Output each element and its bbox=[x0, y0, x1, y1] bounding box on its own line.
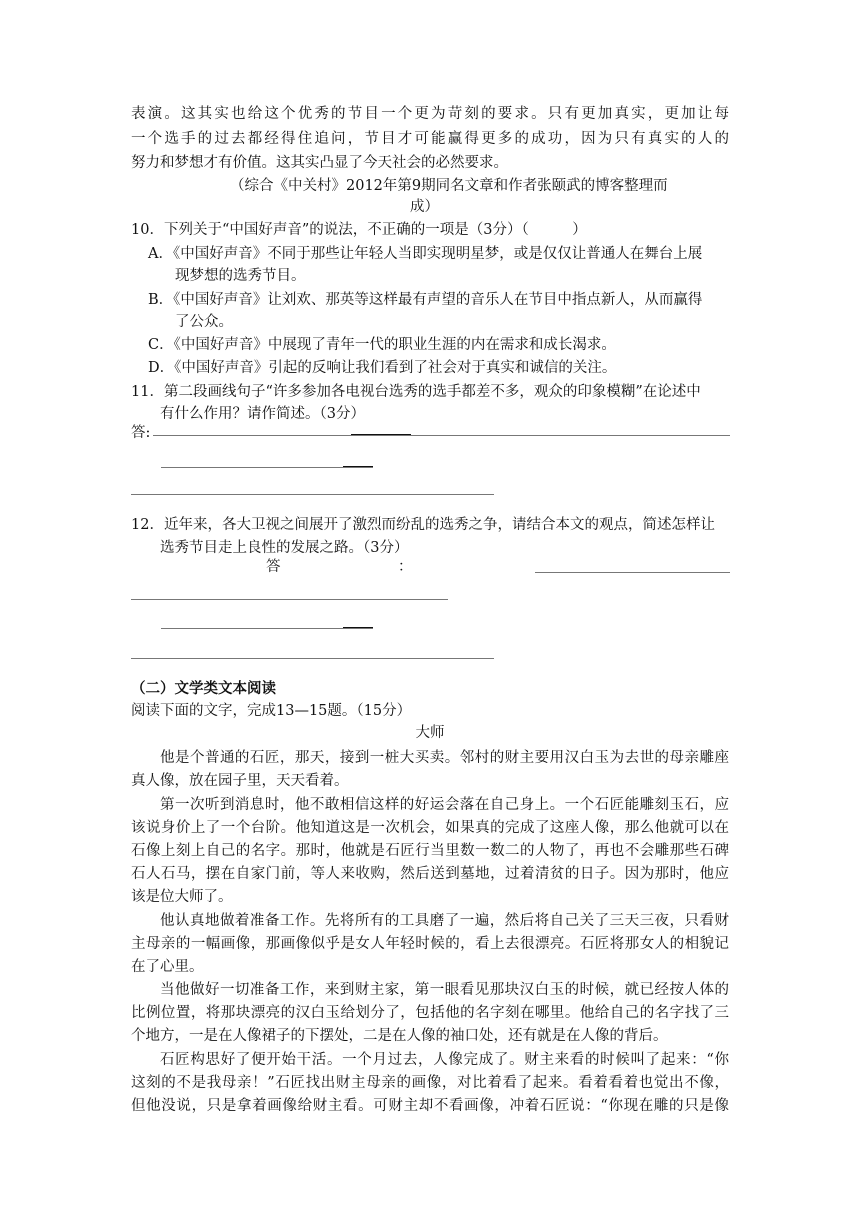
option-a: A．《中国好声音》不同于那些让年轻人当即实现明星梦，或是仅仅让普通人在舞台上展 bbox=[148, 246, 703, 262]
option-b: B．《中国好声音》让刘欢、那英等这样最有声望的音乐人在节目中指点新人，从而赢得 bbox=[148, 292, 703, 308]
source-citation: （综合《中关村》2012年第9期同名文章和作者张颐武的博客整理而 bbox=[230, 178, 668, 194]
story-line: 但他没说，只是拿着画像给财主看。可财主却不看画像，冲着石匠说：“你现在雕的只是像 bbox=[131, 1098, 729, 1114]
story-line: 个地方，一是在人像裙子的下摆处，二是在人像的袖口处，还有就是在人像的背后。 bbox=[131, 1028, 668, 1044]
section-instruction: 阅读下面的文字，完成13—15题。（15分） bbox=[131, 703, 412, 719]
passage-line: 表演。这其实也给这个优秀的节目一个更为苛刻的要求。只有更加真实，更加让每 bbox=[131, 106, 729, 122]
passage-line: 一个选手的过去都经得住追问，节目才可能赢得更多的成功，因为只有真实的人的 bbox=[131, 131, 729, 147]
story-line: 该是位大师了。 bbox=[131, 889, 233, 905]
section-heading: （二）文学类文本阅读 bbox=[131, 681, 276, 697]
story-title: 大师 bbox=[415, 725, 445, 741]
option-b-cont: 了公众。 bbox=[175, 314, 233, 330]
question-11-stem-cont: 有什么作用？请作简述。（3分） bbox=[160, 406, 365, 422]
answer-line[interactable] bbox=[535, 572, 730, 573]
option-d: D．《中国好声音》引起的反响让我们看到了社会对于真实和诚信的关注。 bbox=[148, 360, 617, 376]
answer-line-mark bbox=[343, 466, 373, 467]
answer-line[interactable] bbox=[131, 494, 494, 495]
story-line: 比例位置，将那块漂亮的汉白玉给划分了，包括他的名字刻在哪里。他给自己的名字找了三 bbox=[131, 1005, 729, 1021]
answer-line-mark bbox=[343, 627, 373, 628]
story-line: 他是个普通的石匠，那天，接到一桩大买卖。邻村的财主要用汉白玉为去世的母亲雕座 bbox=[160, 750, 729, 766]
story-line: 这刻的不是我母亲！”石匠找出财主母亲的画像，对比着看了起来。看着看着也觉出不像， bbox=[131, 1075, 729, 1091]
answer-line[interactable] bbox=[131, 599, 448, 600]
question-10-stem: 10．下列关于“中国好声音”的说法，不正确的一项是（3分）（ ） bbox=[131, 222, 587, 238]
story-line: 石人石马，摆在自家门前，等人来收购，然后送到墓地，过着清贫的日子。因为那时，他应 bbox=[131, 866, 729, 882]
story-line: 真人像，放在园子里，天天看着。 bbox=[131, 773, 349, 789]
answer-line-mark bbox=[351, 434, 411, 435]
story-line: 主母亲的一幅画像，那画像似乎是女人年轻时候的，看上去很漂亮。石匠将那女人的相貌记 bbox=[131, 936, 729, 952]
question-12-stem-cont: 选秀节目走上良性的发展之路。（3分） bbox=[160, 540, 409, 556]
option-c: C．《中国好声音》中展现了青年一代的职业生涯的内在需求和成长渴求。 bbox=[148, 337, 616, 353]
story-line: 第一次听到消息时，他不敢相信这样的好运会落在自己身上。一个石匠能雕刻玉石，应 bbox=[160, 797, 729, 813]
story-line: 他认真地做着准备工作。先将所有的工具磨了一遍，然后将自己关了三天三夜，只看财 bbox=[160, 913, 729, 929]
question-11-stem: 11．第二段画线句子“许多参加各电视台选秀的选手都差不多，观众的印象模糊”在论述中 bbox=[131, 384, 701, 400]
answer-line[interactable] bbox=[131, 658, 494, 659]
answer-line[interactable] bbox=[161, 467, 373, 468]
story-line: 石像上刻上自己的名字。那时，他就是石匠行当里数一数二的人物了，再也不会雕那些石碑 bbox=[131, 843, 729, 859]
answer-label: 答 bbox=[266, 559, 281, 575]
story-line: 当他做好一切准备工作，来到财主家，第一眼看见那块汉白玉的时候，就已经按人体的 bbox=[160, 982, 729, 998]
story-line: 该说身价上了一个台阶。他知道这是一次机会，如果真的完成了这座人像，那么他就可以在 bbox=[131, 820, 729, 836]
answer-line[interactable] bbox=[161, 628, 373, 629]
source-citation-end: 成） bbox=[410, 199, 439, 215]
story-line: 石匠构思好了便开始干活。一个月过去，人像完成了。财主来看的时候叫了起来：“你 bbox=[160, 1052, 729, 1068]
option-a-cont: 现梦想的选秀节目。 bbox=[175, 268, 306, 284]
answer-line[interactable] bbox=[153, 435, 730, 436]
question-12-stem: 12．近年来，各大卫视之间展开了激烈而纷乱的选秀之争，请结合本文的观点，简述怎样让 bbox=[131, 517, 715, 533]
answer-colon: ： bbox=[398, 559, 413, 575]
passage-line: 努力和梦想才有价值。这其实凸显了今天社会的必然要求。 bbox=[131, 155, 508, 171]
answer-label: 答: bbox=[131, 425, 151, 441]
story-line: 在了心里。 bbox=[131, 959, 204, 975]
